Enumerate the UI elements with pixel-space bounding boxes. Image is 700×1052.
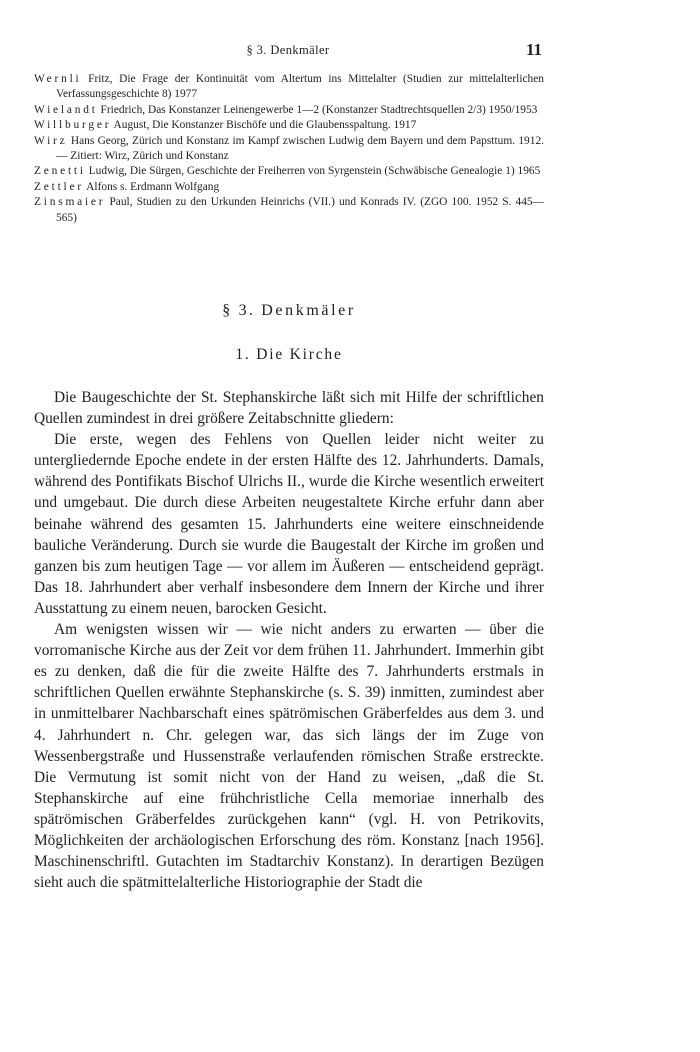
bibliography-entry	[34, 164, 544, 179]
bibliography-entry	[34, 180, 544, 195]
bibliography-entry	[34, 72, 544, 103]
paragraph: Die erste, wegen des Fehlens von Quellen leider nicht weiter zu untergliedernde Epoche endete in der ersten Hälfte des 12. Jahrhunderts. Damals, während des Pontifikats Bischof Ulrichs II., wurde die Kirche wesentlich erweitert und umgebaut. Die durch diese Arbeiten neugestaltete Kirche erfuhr dann aber beinahe während des gesamten 15. Jahrhunderts eine weitere einschneidende bauliche Veränderung. Durch sie wurde die Baugestalt der Kirche im großen und ganzen bis zum heutigen Tage — vor allem im Äußeren — entscheidend geprägt. Das 18. Jahrhundert aber verhalf insbesondere dem Innern der Kirche und ihrer Ausstattung zu einem neuen, barocken Gesicht.	[34, 431, 544, 617]
bibliography-author: Wielandt	[34, 103, 98, 116]
bibliography-text: Friedrich, Das Konstanzer Leinengewerbe 1—2 (Konstanzer Stadtrechtsquellen 2/3) 1950/1953	[97, 103, 538, 116]
section-title: Denkmäler	[261, 302, 356, 319]
bibliography-entry	[34, 118, 544, 133]
subsection-heading: 1. Die Kirche	[235, 346, 343, 363]
bibliography-author: Wirz	[34, 134, 68, 147]
bibliography-text: Fritz, Die Frage der Kontinuität vom Altertum ins Mittelalter (Studien zur mittelalterlichen Verfassungsgeschichte 8) 1977	[56, 73, 544, 101]
bibliography-text: August, Die Konstanzer Bischöfe und die Glaubensspaltung. 1917	[111, 119, 417, 132]
bibliography-author: Wernli	[34, 73, 82, 85]
page-number: 11	[525, 40, 542, 59]
paragraph: Die Baugeschichte der St. Stephanskirche läßt sich mit Hilfe der schriftlichen Quellen zumindest in drei größere Zeitabschnitte gliedern:	[34, 389, 544, 428]
bibliography-author: Willburger	[34, 119, 112, 132]
bibliography-text: Alfons s. Erdmann Wolfgang	[83, 180, 220, 193]
page-header	[34, 42, 542, 62]
bibliography-entry	[34, 103, 544, 118]
bibliography-text: Paul, Studien zu den Urkunden Heinrichs (VII.) und Konrads IV. (ZGO 100. 1952 S. 445—565)	[56, 196, 544, 224]
bibliography-text: Hans Georg, Zürich und Konstanz im Kampf zwischen Ludwig dem Bayern und dem Papsttum. 1912. — Zitiert: Wirz, Zürich und Konstanz	[56, 134, 544, 163]
section-number: § 3.	[222, 302, 256, 319]
body-text	[34, 387, 544, 893]
bibliography-author: Zinsmaier	[34, 196, 106, 209]
paragraph: Am wenigsten wissen wir — wie nicht anders zu erwarten — über die vorromanische Kirche aus der Zeit vor dem frühen 11. Jahrhundert. Immerhin gibt es zu denken, daß die für die zweite Hälfte des 7. Jahrhunderts erstmals in schriftlichen Quellen erwähnte Stephanskirche (s. S. 39) inmitten, zumindest aber in unmittelbarer Nachbarschaft eines spätrömischen Gräberfeldes aus dem 3. und 4. Jahrhundert n. Chr. gelegen war, das sich längs der im Zuge von Wessenbergstraße und Hussenstraße verlaufenden römischen Straße erstreckte. Die Vermutung ist somit nicht von der Hand zu weisen, „daß die St. Stephanskirche auf eine frühchristliche Cella memoriae innerhalb des spätrömischen Gräberfeldes zurückgehen kann“ (vgl. H. von Petrikovits, Möglichkeiten der archäologischen Erforschung des röm. Konstanz [nach 1956]. Maschinenschriftl. Gutachten im Stadtarchiv Konstanz). In derartigen Bezügen sieht auch die spätmittelalterliche Historiographie der Stadt die	[34, 621, 544, 892]
bibliography-entry	[34, 195, 544, 226]
bibliography-list	[34, 72, 544, 226]
running-head: § 3. Denkmäler	[246, 43, 330, 57]
bibliography-entry	[34, 134, 544, 165]
bibliography-text: Ludwig, Die Sürgen, Geschichte der Freiherren von Syrgenstein (Schwäbische Genealogie 1) 1965	[85, 165, 541, 178]
bibliography-author: Zenetti	[34, 165, 86, 178]
bibliography-author: Zettler	[34, 180, 84, 193]
section-heading	[34, 302, 544, 320]
